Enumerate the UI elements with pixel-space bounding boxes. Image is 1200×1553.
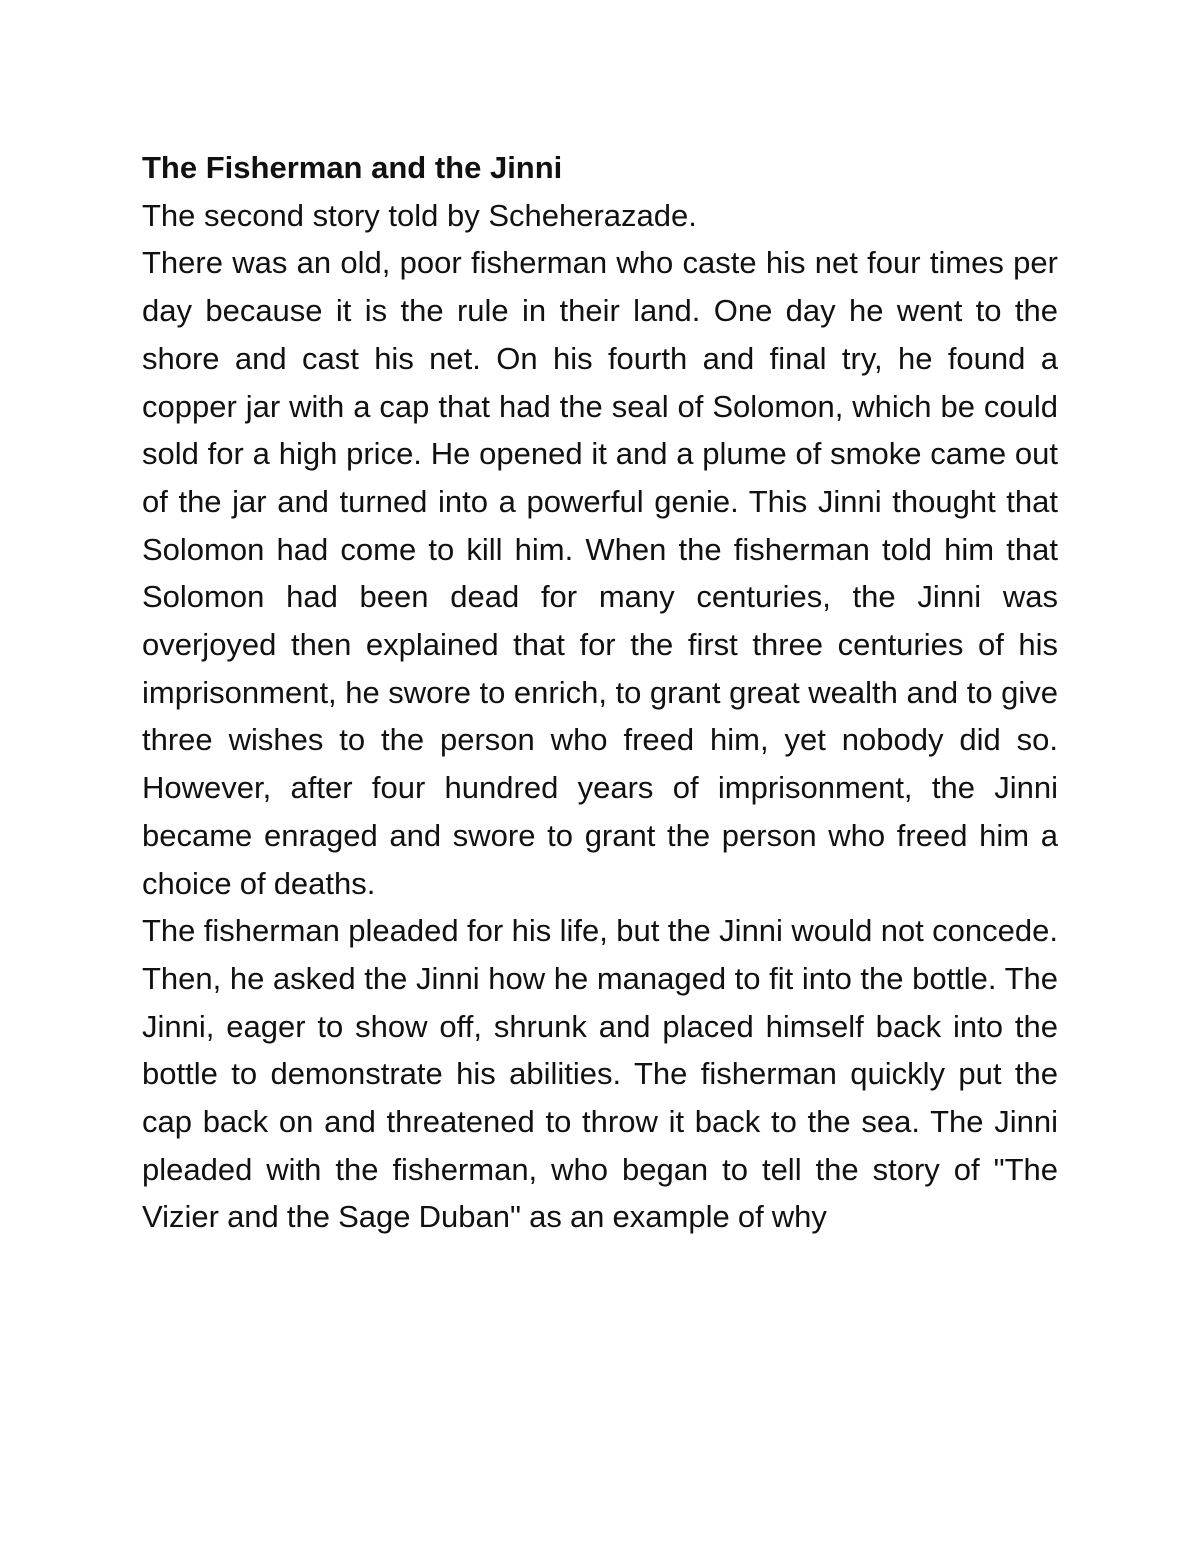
paragraph-1: There was an old, poor fisherman who caste his net four times per day because it is the rule in their land. One day he went to the shore and cast his net. On his fourth and final try, he found a copper jar with a cap that had the seal of Solomon, which be could sold for a high price. He opened it and a plume of smoke came out of the jar and turned into a powerful genie. This Jinni thought that Solomon had come to kill him. When the fisherman told him that Solomon had been dead for many centuries, the Jinni was overjoyed then explained that for the first three centuries of his imprisonment, he swore to enrich, to grant great wealth and to give three wishes to the person who freed him, yet nobody did so. However, after four hundred years of imprisonment, the Jinni became enraged and swore to grant the person who freed him a choice of deaths. xyxy=(142,245,1058,901)
paragraph-2: The fisherman pleaded for his life, but the Jinni would not concede. Then, he asked the Jinni how he managed to fit into the bottle. The Jinni, eager to show off, shrunk and placed himself back into the bottle to demonstrate his abilities. The fisherman quickly put the cap back on and threatened to throw it back to the sea. The Jinni pleaded with the fisherman, who began to tell the story of "The Vizier and the Sage Duban" as an example of why xyxy=(142,913,1058,1235)
document-title: The Fisherman and the Jinni xyxy=(142,150,563,185)
document-subtitle: The second story told by Scheherazade. xyxy=(142,197,697,233)
document-body xyxy=(142,144,1058,1241)
